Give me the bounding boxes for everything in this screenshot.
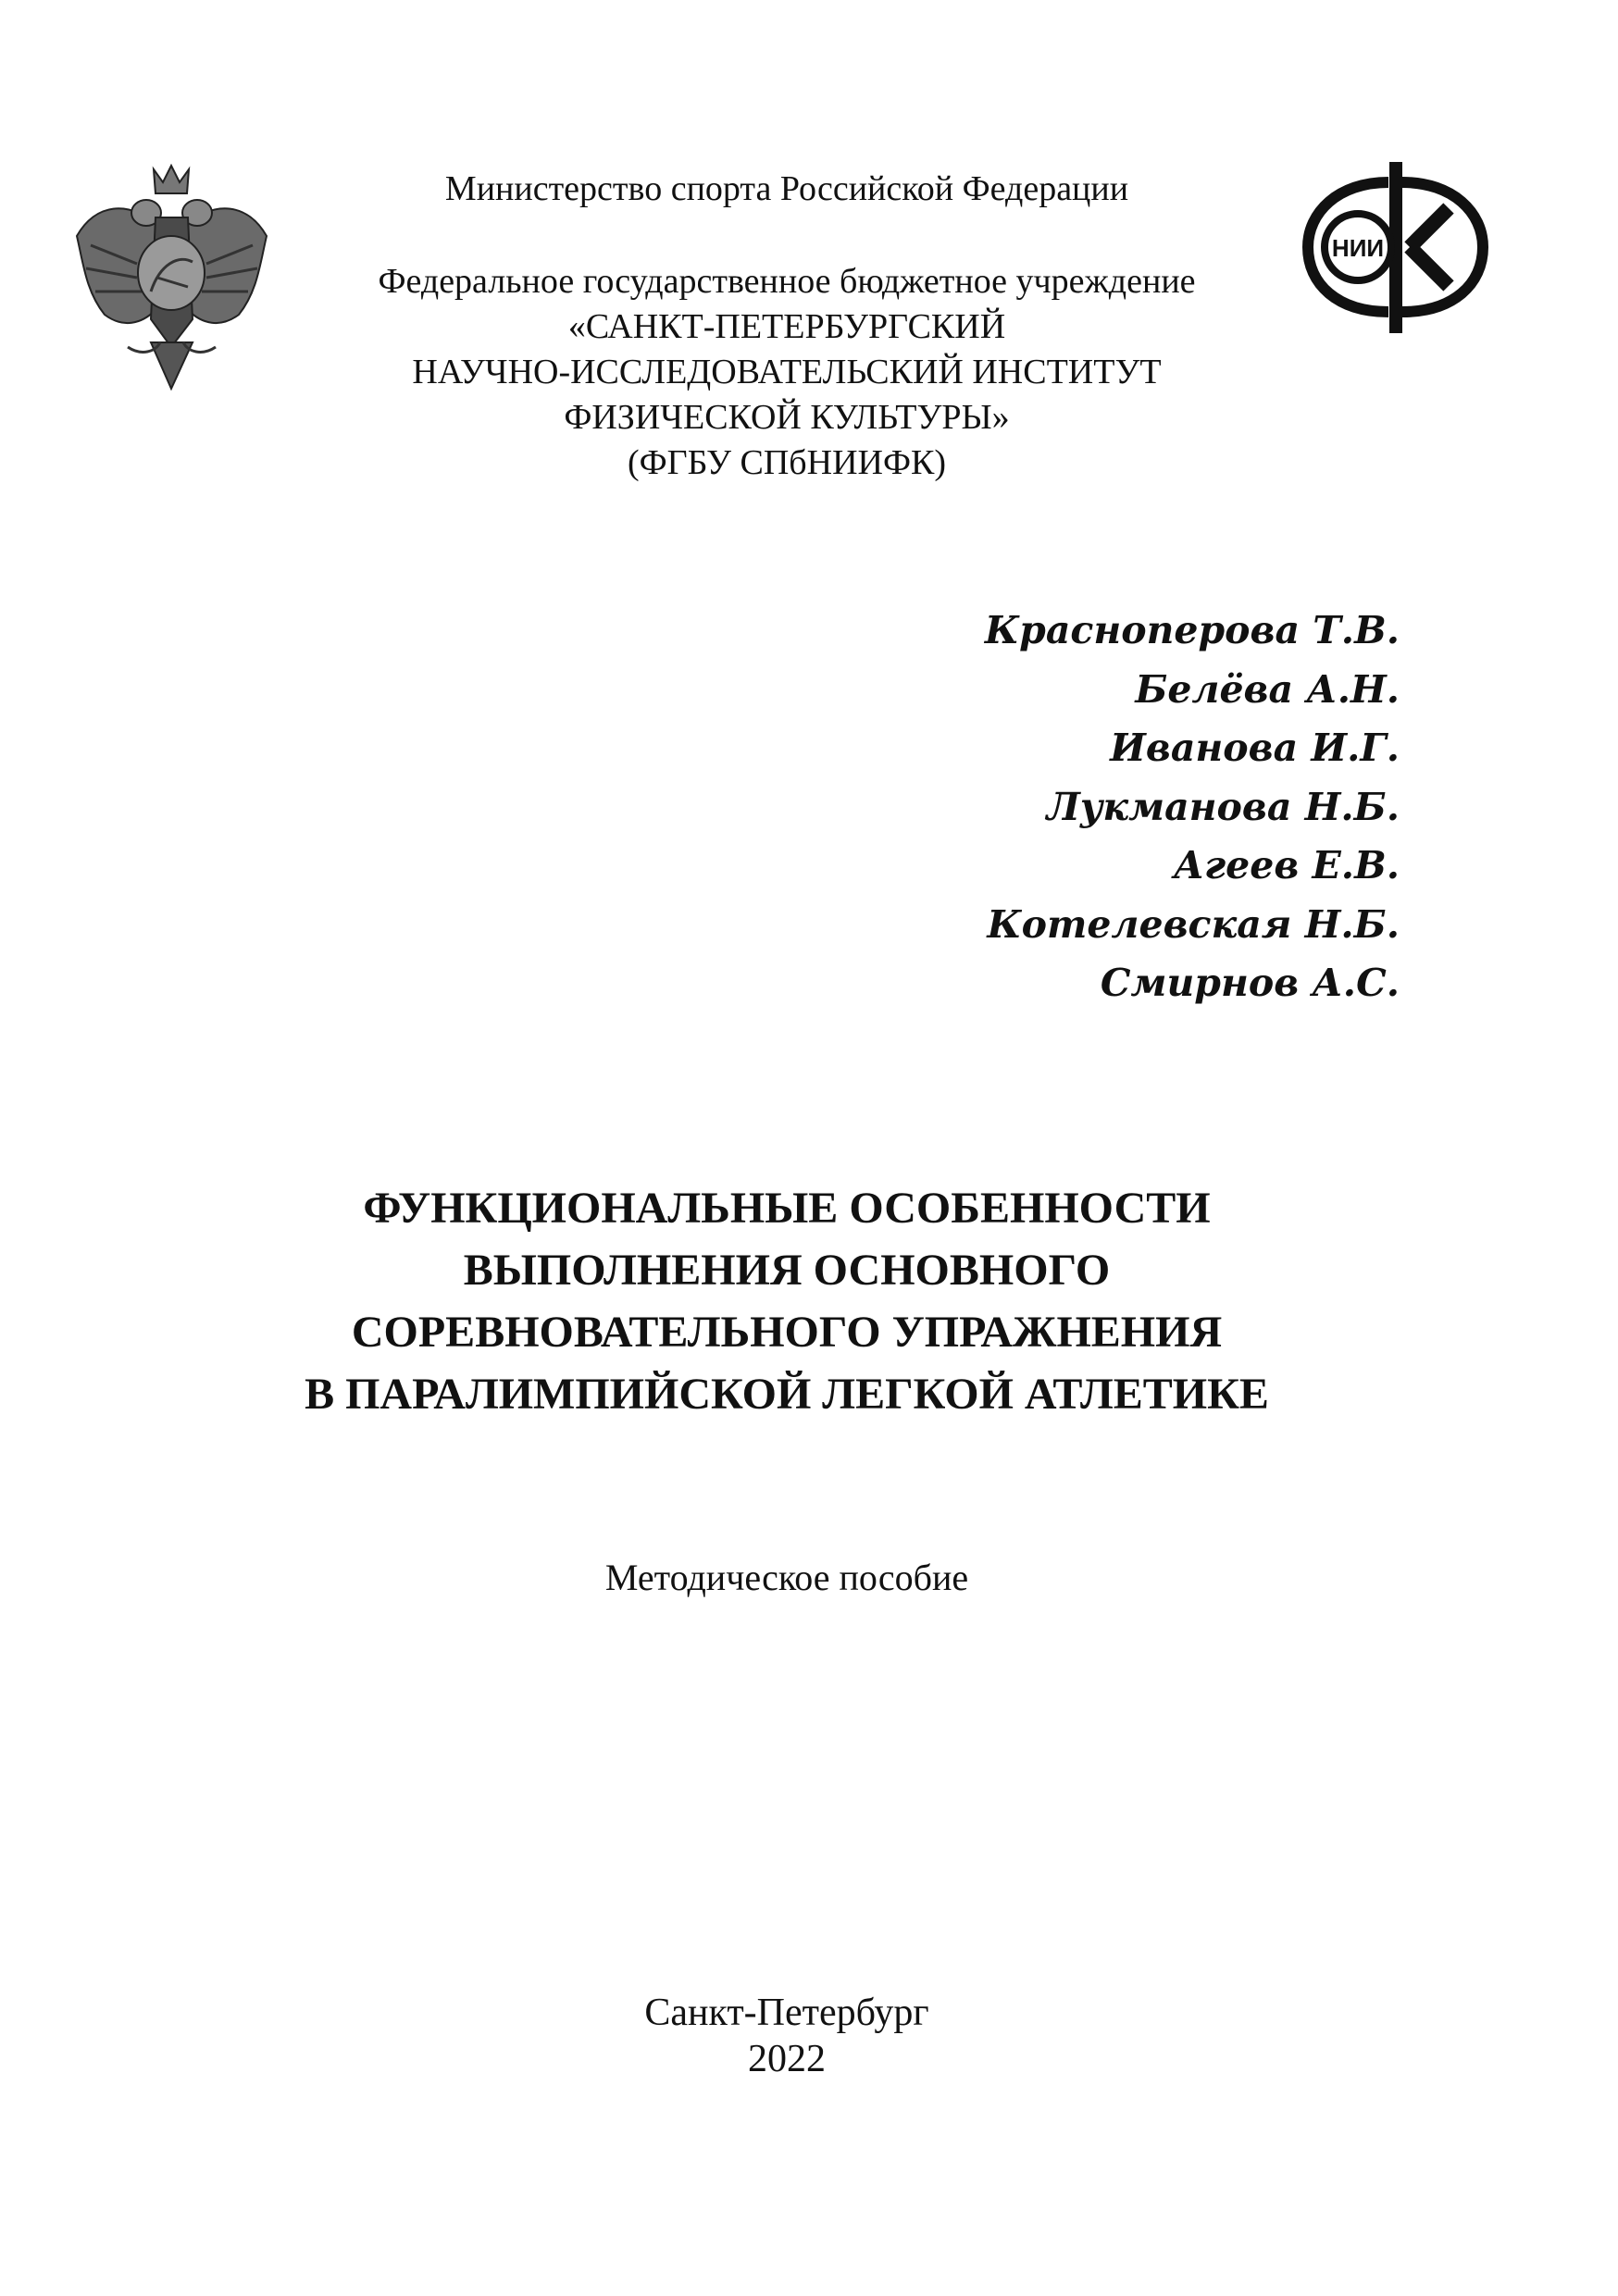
title-line: В ПАРАЛИМПИЙСКОЙ ЛЕГКОЙ АТЛЕТИКЕ bbox=[305, 1370, 1269, 1419]
document-type: Методическое пособие bbox=[604, 1557, 969, 1598]
author-name: Иванова И.Г. bbox=[1110, 726, 1400, 770]
logo-text: НИИ bbox=[1331, 234, 1385, 262]
author-name: Агеев Е.В. bbox=[1173, 843, 1400, 887]
document-title bbox=[139, 1177, 1435, 1425]
title-line: СОРЕВНОВАТЕЛЬНОГО УПРАЖНЕНИЯ bbox=[351, 1308, 1223, 1357]
institution-line: Федеральное государственное бюджетное учреждение bbox=[378, 262, 1196, 301]
publication-city: Санкт-Петербург bbox=[644, 1992, 929, 2034]
ministry-name: Министерство спорта Российской Федерации bbox=[444, 169, 1129, 208]
institution-line: «САНКТ-ПЕТЕРБУРГСКИЙ bbox=[567, 307, 1006, 346]
publication-year: 2022 bbox=[748, 2038, 826, 2080]
title-line: ВЫПОЛНЕНИЯ ОСНОВНОГО bbox=[463, 1246, 1111, 1295]
publication-info bbox=[231, 1990, 1342, 2082]
authors-list bbox=[985, 602, 1400, 1013]
institution-block bbox=[231, 259, 1342, 486]
institution-line: ФИЗИЧЕСКОЙ КУЛЬТУРЫ» bbox=[564, 398, 1010, 437]
title-line: ФУНКЦИОНАЛЬНЫЕ ОСОБЕННОСТИ bbox=[363, 1184, 1211, 1233]
author-name: Котелевская Н.Б. bbox=[987, 901, 1400, 947]
institution-abbreviation: (ФГБУ СПбНИИФК) bbox=[627, 443, 946, 482]
author-name: Красноперова Т.В. bbox=[984, 608, 1400, 652]
institution-line: НАУЧНО-ИССЛЕДОВАТЕЛЬСКИЙ ИНСТИТУТ bbox=[412, 353, 1162, 391]
author-name: Смирнов А.С. bbox=[1100, 961, 1400, 1005]
author-name: Лукманова Н.Б. bbox=[1046, 784, 1400, 829]
author-name: Белёва А.Н. bbox=[1135, 666, 1400, 712]
